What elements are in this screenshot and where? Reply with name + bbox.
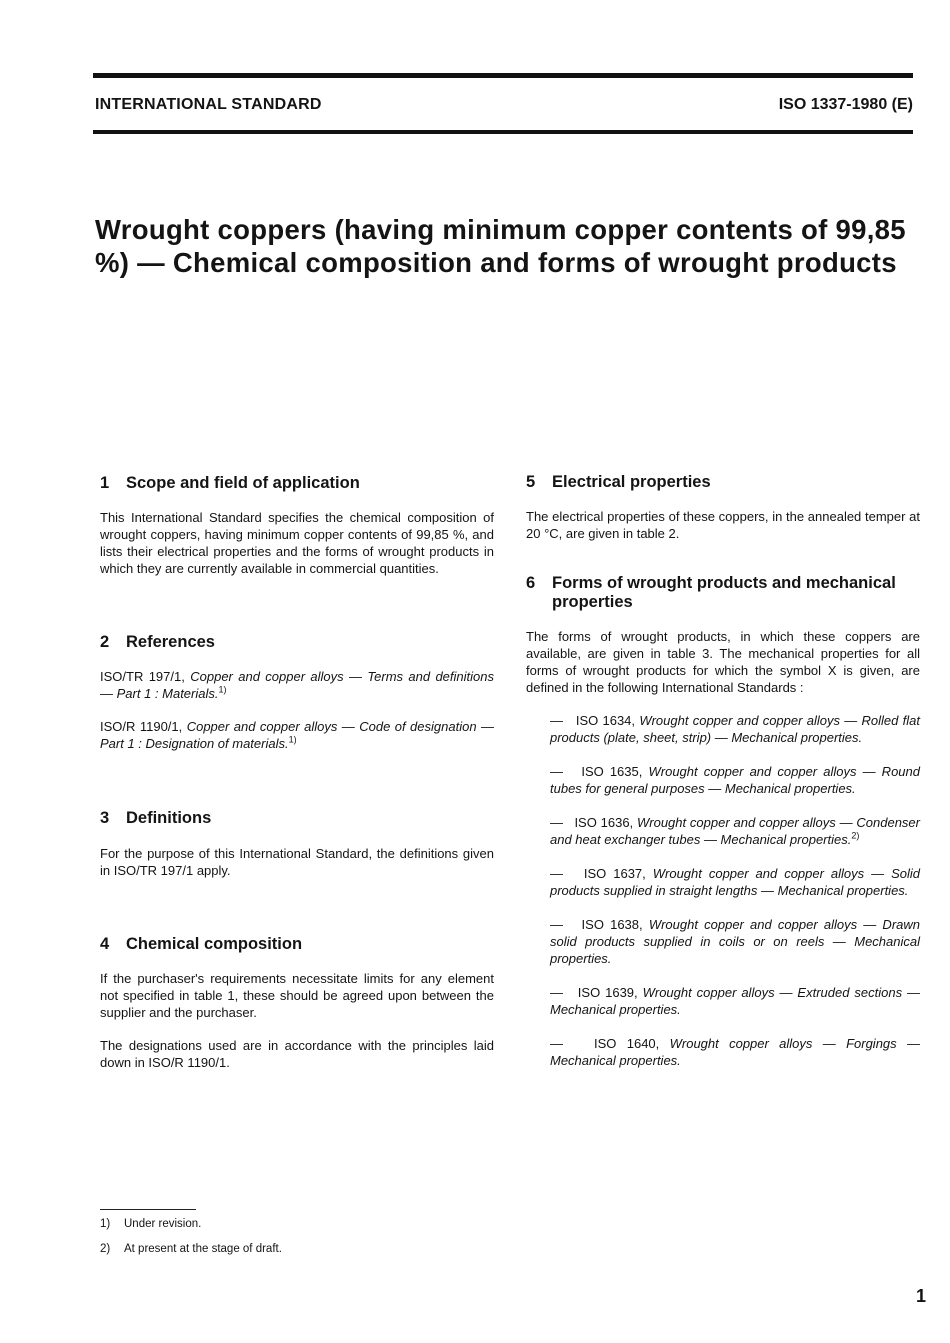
standard-number: ISO 1337-1980 (E) [778, 96, 913, 113]
footnote: 1) Under revision. [100, 1218, 202, 1230]
standard-code: ISO 1639, [577, 985, 638, 1000]
section-heading: 5 Electrical properties [526, 473, 711, 491]
section-1-text: This International Standard specifies the chemical composition of wrought coppers, having minimum copper contents of 99,85 %, and lists their electrical properties and the forms of wrought products in which they are currently available in commercial quantities. [100, 510, 494, 576]
section-5-text: The electrical properties of these coppers, in the annealed temper at 20 °C, are given in table 2. [526, 509, 920, 541]
standard-item [550, 1035, 920, 1069]
footnote-rule [100, 1209, 196, 1210]
section-4 [100, 935, 494, 1071]
dash-mark: — [550, 866, 563, 881]
header-top-rule [93, 73, 913, 78]
dash-mark: — [550, 713, 563, 728]
standard-code: ISO 1637, [583, 866, 646, 881]
footnote-ref: 2) [851, 830, 860, 841]
dash-mark: — [550, 764, 563, 779]
standard-code: ISO 1636, [574, 815, 634, 830]
section-2 [100, 633, 494, 752]
standard-code: ISO 1634, [575, 713, 636, 728]
right-column [526, 469, 920, 1069]
section-5 [526, 473, 920, 542]
standard-title: Wrought copper alloys — Extruded sections — Mechanical properties. [550, 985, 920, 1017]
section-heading: 2 References [100, 633, 215, 651]
dash-mark: — [550, 985, 563, 1000]
section-3 [100, 809, 494, 879]
standard-code: ISO 1638, [581, 917, 643, 932]
standard-title: Wrought copper and copper alloys — Solid products supplied in straight lengths — Mechanical properties. [550, 866, 920, 898]
document-title: Wrought coppers (having minimum copper contents of 99,85 %) — Chemical composition and forms of wrought products [95, 214, 906, 278]
section-6-text: The forms of wrought products, in which these coppers are available, are given in table 3. The mechanical properties for all forms of wrought products for which the symbol X is given, are defined in the following International Standards : [526, 629, 920, 695]
standard-item [550, 712, 920, 746]
reference-item: ISO/TR 197/1, Copper and copper alloys — Terms and definitions — Part 1 : Materials.$^{1)}$ [100, 669, 494, 701]
standard-item [550, 814, 920, 848]
standard-item [550, 865, 920, 899]
standard-title: Wrought copper and copper alloys — Condenser and heat exchanger tubes — Mechanical properties. [550, 815, 920, 847]
document-type-label: INTERNATIONAL STANDARD [95, 96, 322, 113]
section-heading: 1 Scope and field of application [100, 474, 360, 492]
section-heading: 4 Chemical composition [100, 935, 303, 953]
section-6 [526, 574, 920, 1069]
standard-title: Wrought copper and copper alloys — Round tubes for general purposes — Mechanical properties. [550, 764, 920, 796]
standards-list [526, 712, 920, 1069]
reference-item: ISO/R 1190/1, Copper and copper alloys — Code of designation — Part 1 : Designation of materials.$^{1)}$ [100, 719, 494, 751]
dash-mark: — [550, 1036, 563, 1051]
section-heading: 6 Forms of wrought products and mechanical properties [526, 574, 896, 611]
standard-code: ISO 1640, [594, 1036, 660, 1051]
standard-title: Wrought copper and copper alloys — Drawn solid products supplied in coils or on reels — Mechanical properties. [550, 917, 920, 966]
dash-mark: — [550, 815, 563, 830]
dash-mark: — [550, 917, 563, 932]
standard-item [550, 984, 920, 1018]
section-heading: 3 Definitions [100, 809, 212, 827]
section-1 [100, 474, 494, 577]
page-number: 1 [915, 1286, 926, 1306]
footnote: 2) At present at the stage of draft. [100, 1243, 282, 1255]
header-bottom-rule [93, 130, 913, 134]
standard-code: ISO 1635, [581, 764, 643, 779]
section-4-text-2: The designations used are in accordance with the principles laid down in ISO/R 1190/1. [100, 1038, 494, 1070]
standard-title: Wrought copper alloys — Forgings — Mechanical properties. [550, 1036, 920, 1068]
section-3-text: For the purpose of this International Standard, the definitions given in ISO/TR 197/1 apply. [100, 846, 494, 878]
section-4-text-1: If the purchaser's requirements necessitate limits for any element not specified in table 1, these should be agreed upon between the supplier and the purchaser. [100, 971, 494, 1020]
standard-title: Wrought copper and copper alloys — Rolled flat products (plate, sheet, strip) — Mechanical properties. [550, 713, 920, 745]
standard-item [550, 916, 920, 967]
standard-item [550, 763, 920, 797]
left-column [100, 470, 494, 1071]
